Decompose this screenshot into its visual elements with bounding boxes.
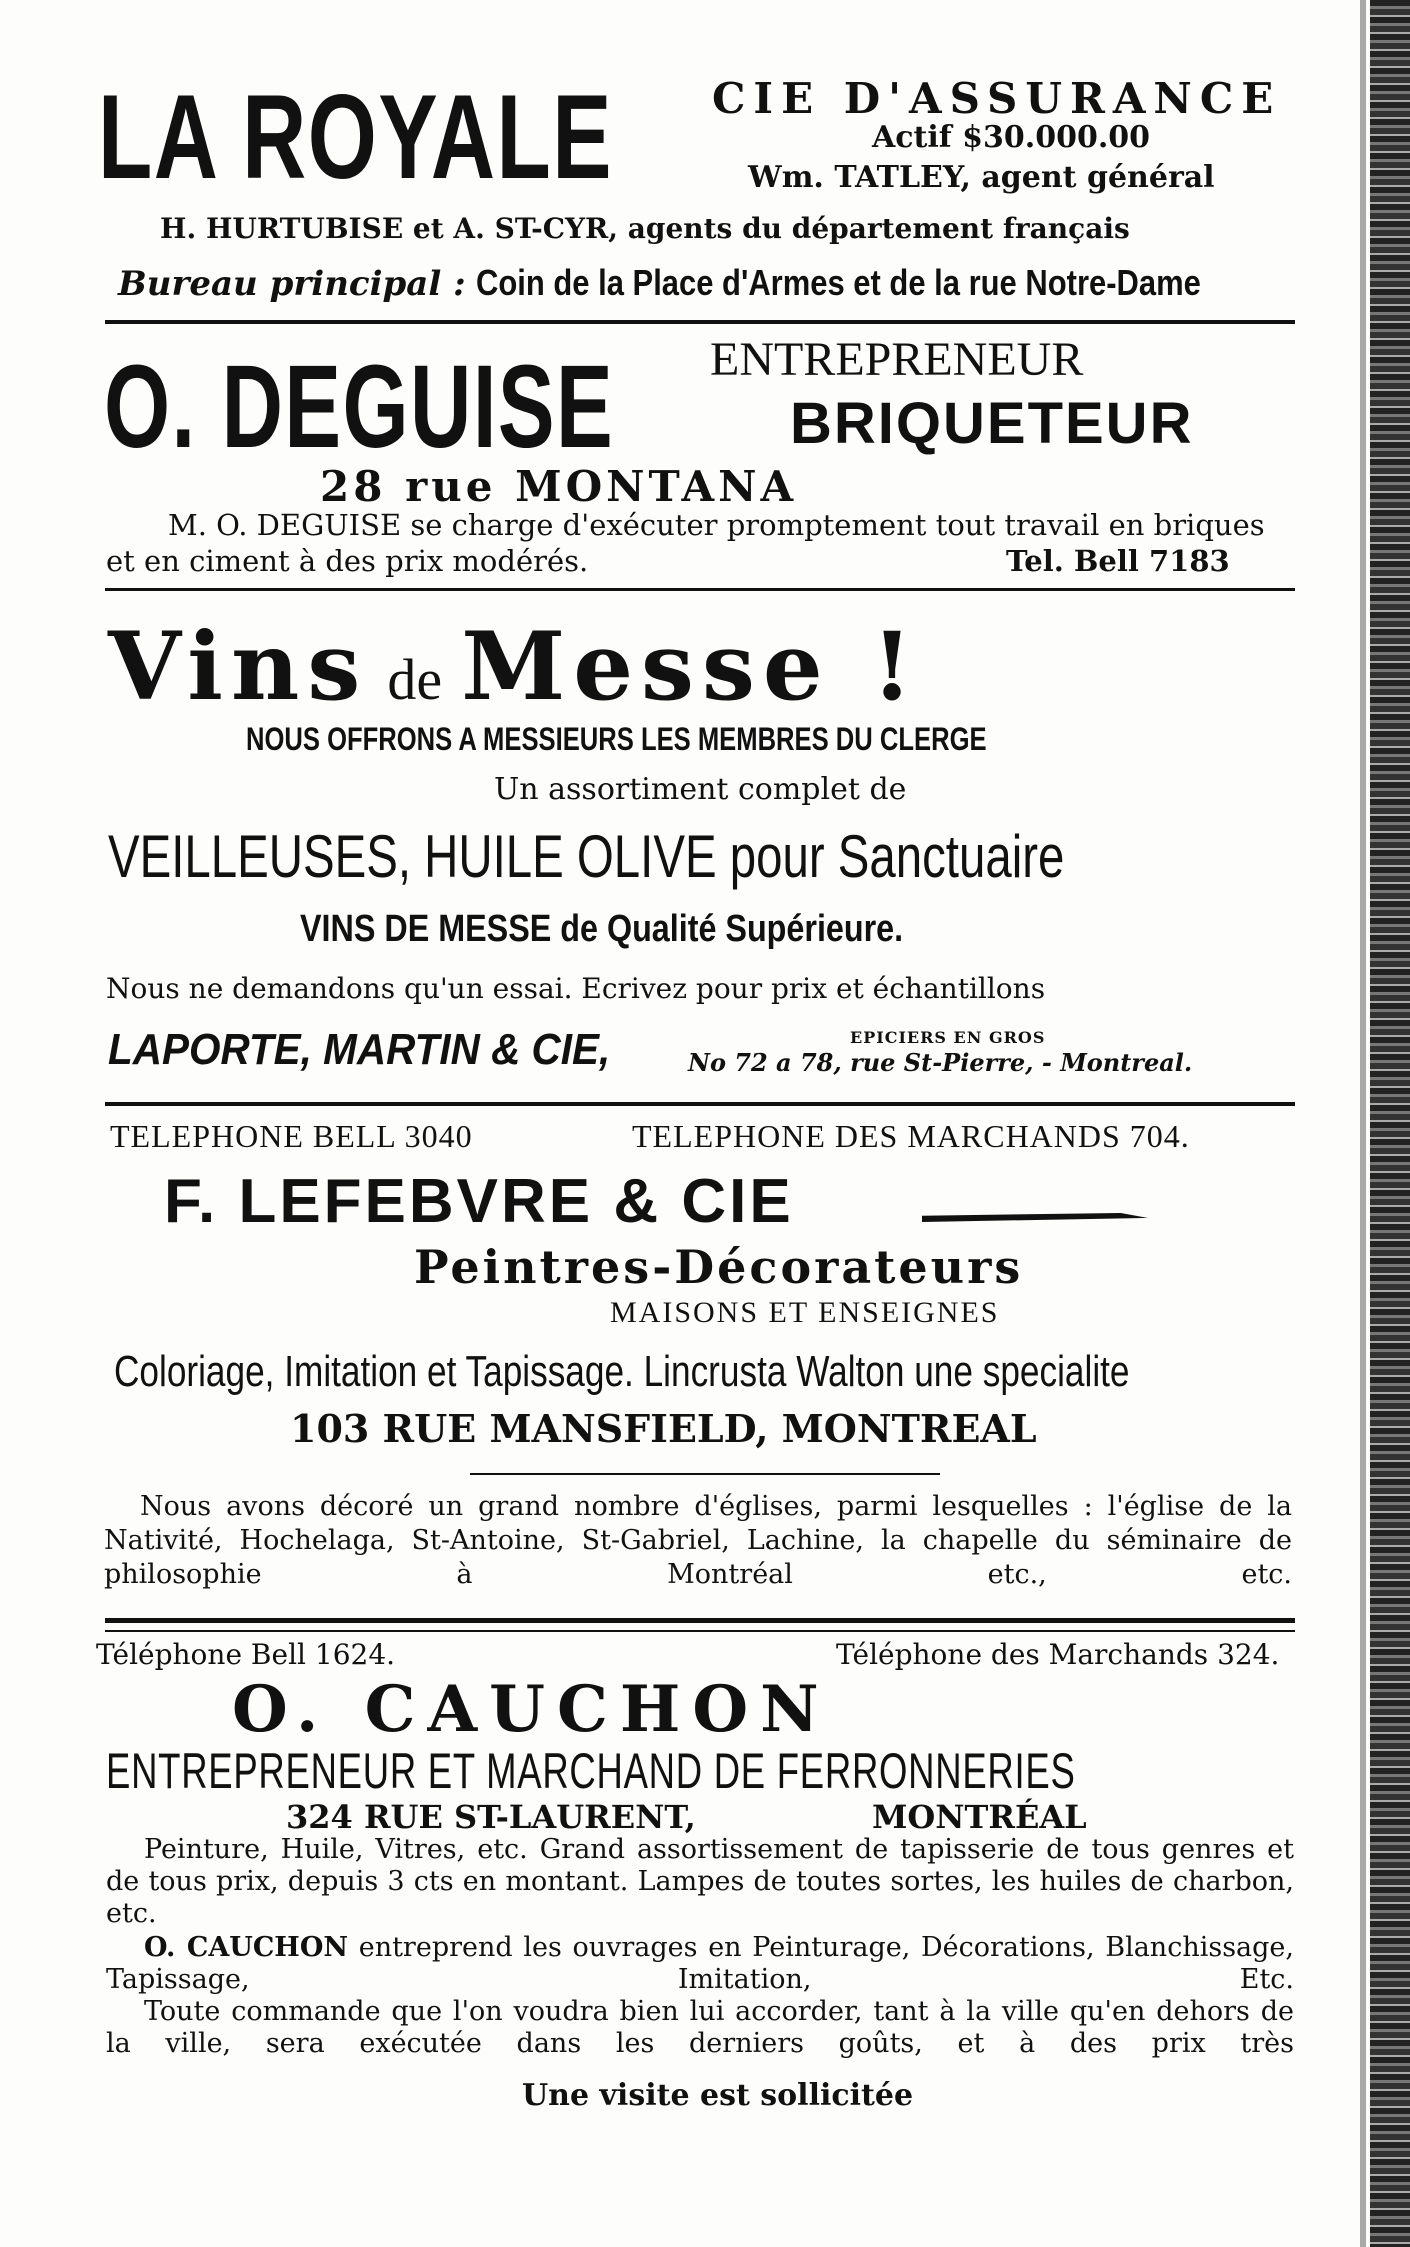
divider-4b [105,1630,1295,1632]
lefebvre-tel-marchands: TELEPHONE DES MARCHANDS 704. [632,1118,1190,1154]
lefebvre-tel-bell: TELEPHONE BELL 3040 [110,1118,473,1154]
cauchon-tel-marchands: Téléphone des Marchands 324. [836,1638,1280,1671]
vins-address: No 72 a 78, rue St-Pierre, - Montreal. [688,1048,1193,1077]
cauchon-tel-bell: Téléphone Bell 1624. [96,1638,396,1671]
deguise-title1: ENTREPRENEUR [710,333,1084,386]
vins-headline-a: Vins [108,612,369,722]
lefebvre-churches: Nous avons décoré un grand nombre d'églises, parmi lesquelles : l'église de la Nativité, Hochelaga, St-Antoine, St-Gabriel, Lachine, la chapelle du séminaire de philosophie à Montréal etc., etc. [104,1491,1292,1590]
deguise-address: 28 rue MONTANA [320,462,798,511]
lefebvre-address: 103 RUE MANSFIELD, MONTREAL [290,1406,1037,1451]
vins-offer: NOUS OFFRONS A MESSIEURS LES MEMBRES DU CLERGE [246,721,987,757]
lefebvre-flourish [922,1213,1148,1222]
royale-office-label: Bureau principal : [118,264,466,304]
cauchon-para2 [106,1932,1294,1996]
royale-office [118,262,1319,304]
lefebvre-name: F. LEFEBVRE & CIE [164,1167,794,1236]
vins-headline-de: de [387,647,443,712]
deguise-tel: Tel. Bell 7183 [1006,544,1230,578]
royale-assets: Actif $30.000.00 [872,120,1151,155]
divider-1 [105,320,1295,324]
vins-products: VEILLEUSES, HUILE OLIVE pour Sanctuaire [108,823,1065,890]
royale-company: CIE D'ASSURANCE [712,74,1282,123]
vins-wines-rest: de Qualité Supérieure. [560,908,904,950]
royale-office-address: Coin de la Place d'Armes et de la rue Notre-Dame [476,262,1202,303]
page-edge [1370,0,1410,2247]
cauchon-title: ENTREPRENEUR ET MARCHAND DE FERRONNERIES [106,1743,1076,1799]
divider-3 [105,1102,1295,1106]
vins-company: LAPORTE, MARTIN & CIE, [108,1025,611,1074]
divider-2 [105,588,1295,591]
deguise-title: O. DEGUISE [104,341,615,473]
cauchon-para1: Peinture, Huile, Vitres, etc. Grand assortissement de tapisserie de tous genres et de tous prix, depuis 3 cts en montant. Lampes de toutes sortes, les huiles de charbon, etc. [106,1834,1294,1929]
vins-request: Nous ne demandons qu'un essai. Ecrivez pour prix et échantillons [106,972,1046,1005]
vins-headline [108,612,921,722]
cauchon-para3: Toute commande que l'on voudra bien lui accorder, tant à la ville qu'en dehors de la ville, sera exécutée dans les derniers goûts, et à des prix très [106,1996,1294,2059]
deguise-title2: BRIQUETEUR [790,391,1194,456]
cauchon-name: O. CAUCHON [232,1672,831,1747]
cauchon-para2-rest: entreprend les ouvrages en Peinturage, Décorations, Blanchissage, Tapissage, Imitation, Etc. [106,1932,1294,1995]
vins-wines [300,906,1010,951]
divider-4 [105,1618,1295,1623]
lefebvre-services: Coloriage, Imitation et Tapissage. Lincrusta Walton une specialite [114,1347,1130,1396]
vins-grocers: EPICIERS EN GROS [850,1028,1046,1047]
lefebvre-sub: MAISONS ET ENSEIGNES [610,1296,1000,1329]
deguise-line1: M. O. DEGUISE se charge d'exécuter promptement tout travail en briques [168,508,1265,542]
cauchon-closing: Une visite est sollicitée [522,2078,914,2113]
vins-assortment: Un assortiment complet de [494,772,907,807]
royale-agent: Wm. TATLEY, agent général [748,160,1215,195]
royale-title: LA ROYALE [98,70,613,204]
cauchon-address-street: 324 RUE ST-LAURENT, [286,1798,696,1836]
cauchon-para2-name: O. CAUCHON [144,1932,349,1963]
royale-agents-line: H. HURTUBISE et A. ST-CYR, agents du département français [160,212,1130,245]
deguise-line2: et en ciment à des prix modérés. [106,544,589,578]
cauchon-address-city: MONTRÉAL [872,1798,1087,1836]
lefebvre-short-rule [470,1473,940,1475]
vins-wines-bold: VINS DE MESSE [300,908,552,950]
page-edge-shadow [1360,0,1366,2247]
vins-headline-b: Messe ! [461,612,921,722]
lefebvre-trade: Peintres-Décorateurs [414,1240,1024,1294]
